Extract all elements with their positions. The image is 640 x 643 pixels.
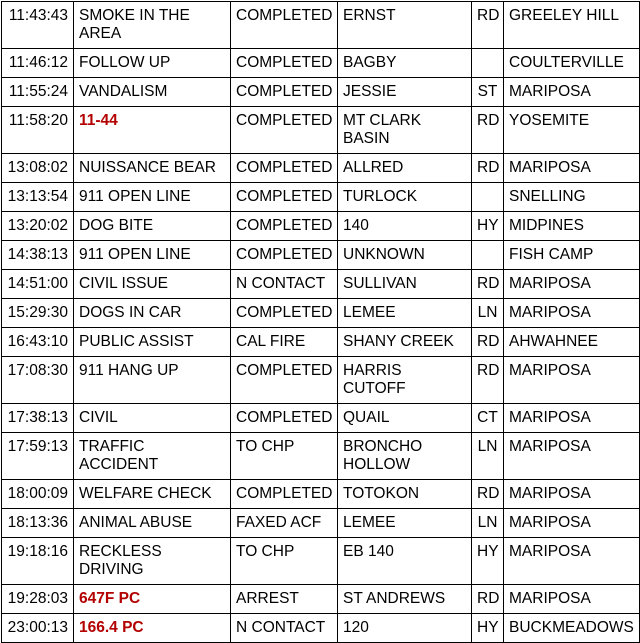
table-row: [2, 49, 640, 78]
time-cell: 23:00:13: [2, 614, 74, 643]
incident-cell: WELFARE CHECK: [74, 480, 231, 509]
time-cell: 17:59:13: [2, 433, 74, 480]
suffix-cell: ST: [472, 78, 504, 107]
city-cell: COULTERVILLE: [504, 49, 640, 78]
table-row: [2, 212, 640, 241]
suffix-cell: RD: [472, 270, 504, 299]
street-cell: TOTOKON: [338, 480, 472, 509]
time-cell: 19:28:03: [2, 585, 74, 614]
suffix-cell: HY: [472, 614, 504, 643]
incident-cell: ANIMAL ABUSE: [74, 509, 231, 538]
status-cell: COMPLETED: [231, 78, 338, 107]
suffix-cell: RD: [472, 585, 504, 614]
table-row: [2, 433, 640, 480]
status-cell: FAXED ACF: [231, 509, 338, 538]
table-row: [2, 2, 640, 49]
city-cell: MARIPOSA: [504, 480, 640, 509]
status-cell: COMPLETED: [231, 2, 338, 49]
street-cell: ERNST: [338, 2, 472, 49]
time-cell: 14:38:13: [2, 241, 74, 270]
suffix-cell: RD: [472, 357, 504, 404]
table-row: [2, 241, 640, 270]
time-cell: 13:08:02: [2, 154, 74, 183]
suffix-cell: HY: [472, 538, 504, 585]
street-cell: HARRIS CUTOFF: [338, 357, 472, 404]
status-cell: COMPLETED: [231, 49, 338, 78]
street-cell: LEMEE: [338, 299, 472, 328]
time-cell: 18:13:36: [2, 509, 74, 538]
street-cell: UNKNOWN: [338, 241, 472, 270]
street-cell: 140: [338, 212, 472, 241]
street-cell: QUAIL: [338, 404, 472, 433]
city-cell: MARIPOSA: [504, 154, 640, 183]
street-cell: 120: [338, 614, 472, 643]
incident-cell: 911 OPEN LINE: [74, 241, 231, 270]
incident-cell: VANDALISM: [74, 78, 231, 107]
street-cell: JESSIE: [338, 78, 472, 107]
street-cell: ST ANDREWS: [338, 585, 472, 614]
status-cell: COMPLETED: [231, 107, 338, 154]
incident-cell: FOLLOW UP: [74, 49, 231, 78]
incident-cell: CIVIL: [74, 404, 231, 433]
city-cell: MARIPOSA: [504, 433, 640, 480]
suffix-cell: RD: [472, 2, 504, 49]
status-cell: CAL FIRE: [231, 328, 338, 357]
incident-cell: 166.4 PC: [74, 614, 231, 643]
street-cell: EB 140: [338, 538, 472, 585]
time-cell: 17:38:13: [2, 404, 74, 433]
incident-cell: SMOKE IN THE AREA: [74, 2, 231, 49]
table-row: [2, 107, 640, 154]
suffix-cell: RD: [472, 107, 504, 154]
city-cell: MARIPOSA: [504, 357, 640, 404]
incident-cell: RECKLESS DRIVING: [74, 538, 231, 585]
time-cell: 11:46:12: [2, 49, 74, 78]
city-cell: MARIPOSA: [504, 270, 640, 299]
table-row: [2, 509, 640, 538]
incident-cell: TRAFFIC ACCIDENT: [74, 433, 231, 480]
city-cell: MIDPINES: [504, 212, 640, 241]
street-cell: BRONCHO HOLLOW: [338, 433, 472, 480]
status-cell: COMPLETED: [231, 212, 338, 241]
suffix-cell: LN: [472, 299, 504, 328]
status-cell: COMPLETED: [231, 154, 338, 183]
status-cell: COMPLETED: [231, 404, 338, 433]
city-cell: MARIPOSA: [504, 404, 640, 433]
table-row: [2, 538, 640, 585]
status-cell: COMPLETED: [231, 299, 338, 328]
status-cell: COMPLETED: [231, 480, 338, 509]
status-cell: TO CHP: [231, 433, 338, 480]
suffix-cell: RD: [472, 154, 504, 183]
status-cell: COMPLETED: [231, 183, 338, 212]
city-cell: MARIPOSA: [504, 585, 640, 614]
time-cell: 11:58:20: [2, 107, 74, 154]
suffix-cell: RD: [472, 480, 504, 509]
suffix-cell: HY: [472, 212, 504, 241]
time-cell: 19:18:16: [2, 538, 74, 585]
status-cell: COMPLETED: [231, 357, 338, 404]
table-row: [2, 614, 640, 643]
time-cell: 13:20:02: [2, 212, 74, 241]
table-row: [2, 299, 640, 328]
city-cell: MARIPOSA: [504, 299, 640, 328]
suffix-cell: CT: [472, 404, 504, 433]
incident-cell: DOG BITE: [74, 212, 231, 241]
table-row: [2, 328, 640, 357]
city-cell: MARIPOSA: [504, 509, 640, 538]
incident-cell: NUISSANCE BEAR: [74, 154, 231, 183]
status-cell: N CONTACT: [231, 614, 338, 643]
table-row: [2, 480, 640, 509]
suffix-cell: RD: [472, 328, 504, 357]
street-cell: TURLOCK: [338, 183, 472, 212]
table-row: [2, 404, 640, 433]
city-cell: FISH CAMP: [504, 241, 640, 270]
incident-cell: PUBLIC ASSIST: [74, 328, 231, 357]
city-cell: BUCKMEADOWS: [504, 614, 640, 643]
city-cell: YOSEMITE: [504, 107, 640, 154]
street-cell: SHANY CREEK: [338, 328, 472, 357]
city-cell: MARIPOSA: [504, 538, 640, 585]
incident-cell: 11-44: [74, 107, 231, 154]
incident-log-body: [2, 2, 640, 643]
time-cell: 15:29:30: [2, 299, 74, 328]
time-cell: 11:43:43: [2, 2, 74, 49]
incident-cell: 647F PC: [74, 585, 231, 614]
suffix-cell: [472, 241, 504, 270]
city-cell: MARIPOSA: [504, 78, 640, 107]
street-cell: SULLIVAN: [338, 270, 472, 299]
status-cell: TO CHP: [231, 538, 338, 585]
suffix-cell: LN: [472, 433, 504, 480]
suffix-cell: LN: [472, 509, 504, 538]
city-cell: SNELLING: [504, 183, 640, 212]
street-cell: BAGBY: [338, 49, 472, 78]
city-cell: GREELEY HILL: [504, 2, 640, 49]
time-cell: 11:55:24: [2, 78, 74, 107]
table-row: [2, 270, 640, 299]
time-cell: 14:51:00: [2, 270, 74, 299]
time-cell: 16:43:10: [2, 328, 74, 357]
incident-cell: 911 HANG UP: [74, 357, 231, 404]
table-row: [2, 585, 640, 614]
table-row: [2, 183, 640, 212]
incident-cell: DOGS IN CAR: [74, 299, 231, 328]
time-cell: 18:00:09: [2, 480, 74, 509]
street-cell: ALLRED: [338, 154, 472, 183]
status-cell: ARREST: [231, 585, 338, 614]
incident-log-table: [1, 1, 640, 643]
street-cell: LEMEE: [338, 509, 472, 538]
status-cell: COMPLETED: [231, 241, 338, 270]
incident-cell: CIVIL ISSUE: [74, 270, 231, 299]
suffix-cell: [472, 183, 504, 212]
street-cell: MT CLARK BASIN: [338, 107, 472, 154]
incident-cell: 911 OPEN LINE: [74, 183, 231, 212]
table-row: [2, 357, 640, 404]
time-cell: 13:13:54: [2, 183, 74, 212]
table-row: [2, 78, 640, 107]
time-cell: 17:08:30: [2, 357, 74, 404]
suffix-cell: [472, 49, 504, 78]
city-cell: AHWAHNEE: [504, 328, 640, 357]
status-cell: N CONTACT: [231, 270, 338, 299]
table-row: [2, 154, 640, 183]
